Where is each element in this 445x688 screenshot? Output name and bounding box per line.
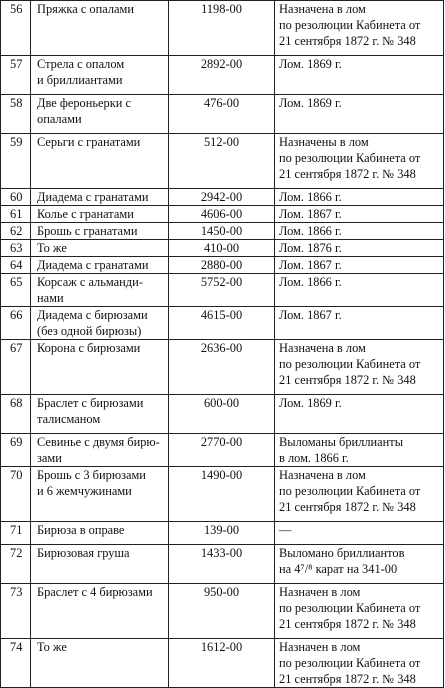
item-price: 5752-00 (169, 274, 275, 307)
item-name (31, 584, 169, 639)
item-name (31, 206, 169, 223)
item-name (31, 240, 169, 257)
item-note-line: Выломано бриллиантов (279, 546, 405, 560)
item-name (31, 134, 169, 189)
item-note-line: Лом. 1876 г. (279, 241, 342, 255)
item-number: 70 (1, 467, 31, 522)
item-note (275, 223, 444, 240)
item-note (275, 545, 444, 584)
item-name (31, 395, 169, 434)
item-price: 476-00 (169, 95, 275, 134)
item-name-line: зами (37, 451, 62, 465)
item-note-line: по резолюции Кабинета от (279, 656, 421, 670)
item-note-line: 21 сентября 1872 г. № 348 (279, 34, 416, 48)
item-name (31, 467, 169, 522)
item-name-line: То же (37, 640, 67, 654)
item-note-line: Лом. 1869 г. (279, 96, 342, 110)
item-name (31, 434, 169, 467)
item-price: 1433-00 (169, 545, 275, 584)
item-price: 1490-00 (169, 467, 275, 522)
item-price: 2942-00 (169, 189, 275, 206)
item-note (275, 307, 444, 340)
item-name (31, 95, 169, 134)
item-note-line: Выломаны бриллианты (279, 435, 404, 449)
item-name-line: То же (37, 241, 67, 255)
item-name-line: Браслет с 4 бирюзами (37, 585, 153, 599)
item-name-line: Корсаж с альманди- (37, 275, 143, 289)
item-price: 2636-00 (169, 340, 275, 395)
item-name-line: Диадема с гранатами (37, 190, 149, 204)
item-number: 71 (1, 522, 31, 545)
item-name-line: Колье с гранатами (37, 207, 134, 221)
item-name-line: Пряжка с опалами (37, 2, 135, 16)
item-note-line: на 4⁷/⁸ карат на 341-00 (279, 562, 398, 576)
item-note-line: Назначены в лом (279, 135, 369, 149)
item-price: 1612-00 (169, 639, 275, 688)
table-row (1, 189, 444, 206)
item-note (275, 340, 444, 395)
table-row (1, 584, 444, 639)
item-price: 410-00 (169, 240, 275, 257)
table-row (1, 395, 444, 434)
item-price: 4606-00 (169, 206, 275, 223)
item-note (275, 1, 444, 56)
item-name (31, 340, 169, 395)
item-name (31, 1, 169, 56)
item-number: 59 (1, 134, 31, 189)
table-row (1, 240, 444, 257)
item-price: 2880-00 (169, 257, 275, 274)
table-row (1, 434, 444, 467)
item-note (275, 189, 444, 206)
table-row (1, 223, 444, 240)
item-note (275, 395, 444, 434)
item-name (31, 56, 169, 95)
item-note-line: по резолюции Кабинета от (279, 357, 421, 371)
item-number: 68 (1, 395, 31, 434)
item-name-line: нами (37, 291, 64, 305)
item-name-line: (без одной бирюзы) (37, 324, 142, 338)
item-number: 64 (1, 257, 31, 274)
item-note-line: Лом. 1869 г. (279, 396, 342, 410)
table-row (1, 467, 444, 522)
item-price: 1198-00 (169, 1, 275, 56)
item-note-line: 21 сентября 1872 г. № 348 (279, 167, 416, 181)
item-note-line: по резолюции Кабинета от (279, 151, 421, 165)
item-name-line: Севинье с двумя бирю- (37, 435, 160, 449)
item-name (31, 545, 169, 584)
item-name-line: опалами (37, 112, 82, 126)
item-note (275, 467, 444, 522)
table-row (1, 545, 444, 584)
item-note (275, 639, 444, 688)
item-note-line: Лом. 1867 г. (279, 258, 342, 272)
table-row (1, 1, 444, 56)
item-note (275, 240, 444, 257)
item-note (275, 274, 444, 307)
item-name-line: и бриллиантами (37, 73, 123, 87)
item-number: 58 (1, 95, 31, 134)
item-note-line: по резолюции Кабинета от (279, 484, 421, 498)
item-note-line: Назначена в лом (279, 341, 366, 355)
item-note-line: в лом. 1866 г. (279, 451, 349, 465)
item-name-line: и 6 жемчужинами (37, 484, 132, 498)
item-note-line: Назначен в лом (279, 585, 361, 599)
item-note (275, 434, 444, 467)
item-name-line: Бирюзовая груша (37, 546, 130, 560)
item-number: 62 (1, 223, 31, 240)
item-name-line: талисманом (37, 412, 101, 426)
table-row (1, 95, 444, 134)
item-name (31, 189, 169, 206)
item-number: 72 (1, 545, 31, 584)
item-number: 67 (1, 340, 31, 395)
item-number: 61 (1, 206, 31, 223)
table-row (1, 307, 444, 340)
item-number: 66 (1, 307, 31, 340)
item-name (31, 274, 169, 307)
item-note-line: — (279, 523, 292, 537)
table-row (1, 206, 444, 223)
item-note-line: 21 сентября 1872 г. № 348 (279, 500, 416, 514)
item-price: 600-00 (169, 395, 275, 434)
item-note (275, 206, 444, 223)
table-row (1, 134, 444, 189)
item-note-line: Лом. 1867 г. (279, 207, 342, 221)
item-number: 65 (1, 274, 31, 307)
item-note-line: 21 сентября 1872 г. № 348 (279, 617, 416, 631)
item-price: 4615-00 (169, 307, 275, 340)
item-name-line: Брошь с гранатами (37, 224, 138, 238)
item-price: 1450-00 (169, 223, 275, 240)
table-row (1, 340, 444, 395)
item-note (275, 56, 444, 95)
item-name (31, 223, 169, 240)
item-note-line: Лом. 1866 г. (279, 224, 342, 238)
item-note-line: 21 сентября 1872 г. № 348 (279, 373, 416, 387)
item-note-line: Лом. 1866 г. (279, 190, 342, 204)
item-number: 60 (1, 189, 31, 206)
item-name-line: Серьги с гранатами (37, 135, 141, 149)
item-note-line: по резолюции Кабинета от (279, 601, 421, 615)
item-number: 63 (1, 240, 31, 257)
item-price: 139-00 (169, 522, 275, 545)
item-note-line: Лом. 1866 г. (279, 275, 342, 289)
item-price: 950-00 (169, 584, 275, 639)
item-price: 512-00 (169, 134, 275, 189)
item-name-line: Брошь с 3 бирюзами (37, 468, 146, 482)
item-name (31, 257, 169, 274)
item-note-line: 21 сентября 1872 г. № 348 (279, 672, 416, 686)
item-price: 2770-00 (169, 434, 275, 467)
item-name-line: Стрела с опалом (37, 57, 125, 71)
item-number: 56 (1, 1, 31, 56)
item-name-line: Диадема с бирюзами (37, 308, 148, 322)
item-note-line: Лом. 1869 г. (279, 57, 342, 71)
item-note (275, 257, 444, 274)
item-note-line: Лом. 1867 г. (279, 308, 342, 322)
item-note (275, 134, 444, 189)
table-row (1, 56, 444, 95)
item-name-line: Браслет с бирюзами (37, 396, 144, 410)
table-row (1, 639, 444, 688)
item-name (31, 522, 169, 545)
table-row (1, 257, 444, 274)
item-number: 57 (1, 56, 31, 95)
table-row (1, 274, 444, 307)
item-price: 2892-00 (169, 56, 275, 95)
item-name-line: Диадема с гранатами (37, 258, 149, 272)
item-note-line: по резолюции Кабинета от (279, 18, 421, 32)
item-name (31, 307, 169, 340)
item-number: 73 (1, 584, 31, 639)
item-number: 74 (1, 639, 31, 688)
item-note (275, 95, 444, 134)
item-note-line: Назначена в лом (279, 2, 366, 16)
item-name (31, 639, 169, 688)
item-note-line: Назначен в лом (279, 640, 361, 654)
item-name-line: Две фероньерки с (37, 96, 131, 110)
item-name-line: Корона с бирюзами (37, 341, 141, 355)
item-note-line: Назначена в лом (279, 468, 366, 482)
table-row (1, 522, 444, 545)
item-note (275, 522, 444, 545)
item-note (275, 584, 444, 639)
item-number: 69 (1, 434, 31, 467)
inventory-table-body (1, 1, 444, 688)
item-name-line: Бирюза в оправе (37, 523, 125, 537)
